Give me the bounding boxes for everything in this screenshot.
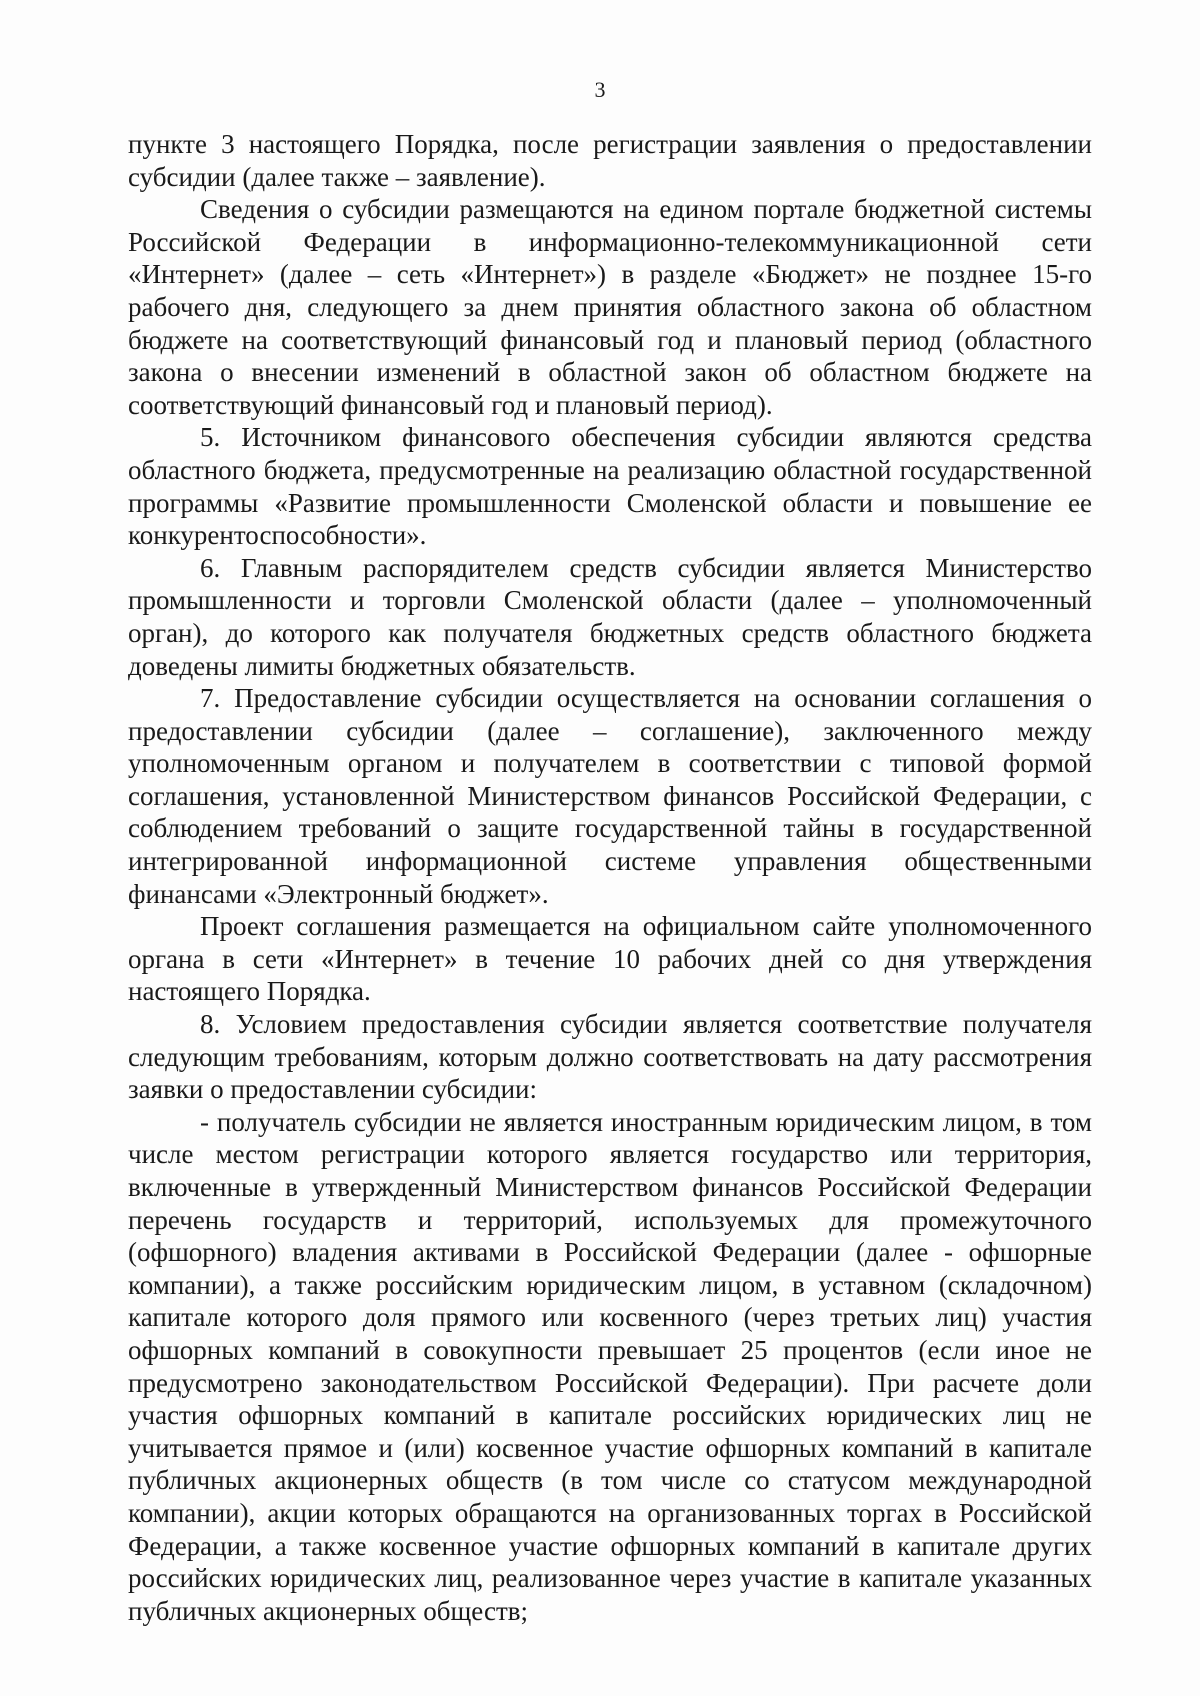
paragraph-item-6: 6. Главным распорядителем средств субсидии является Министерство промышленности и торговли Смоленской области (далее – уполномоченный орган), до которого как получателя бюджетных средств областного бюджета доведены лимиты бюджетных обязательств.: [128, 552, 1092, 681]
document-body: [128, 128, 1092, 1627]
page-number: 3: [594, 77, 606, 102]
paragraph-subsidy-info: Сведения о субсидии размещаются на едином портале бюджетной системы Российской Федерации в информационно-телекоммуникационной сети «Интернет» (далее – сеть «Интернет») в разделе «Бюджет» не позднее 15-го рабочего дня, следующего за днем принятия областного закона об областном бюджете на соответствующий финансовый год и плановый период (областного закона о внесении изменений в областной закон об областном бюджете на соответствующий финансовый год и плановый период).: [128, 194, 1092, 420]
paragraph-continuation: пункте 3 настоящего Порядка, после регистрации заявления о предоставлении субсидии (далее также – заявление).: [128, 129, 1092, 192]
paragraph-item-8: 8. Условием предоставления субсидии является соответствие получателя следующим требованиям, которым должно соответствовать на дату рассмотрения заявки о предоставлении субсидии:: [128, 1009, 1092, 1105]
paragraph-draft-agreement: Проект соглашения размещается на официальном сайте уполномоченного органа в сети «Интернет» в течение 10 рабочих дней со дня утверждения настоящего Порядка.: [128, 911, 1092, 1007]
paragraph-requirement-offshore: - получатель субсидии не является иностранным юридическим лицом, в том числе местом регистрации которого является государство или территория, включенные в утвержденный Министерством финансов Российской Федерации перечень государств и территорий, используемых для промежуточного (офшорного) владения активами в Российской Федерации (далее - офшорные компании), а также российским юридическим лицом, в уставном (складочном) капитале которого доля прямого или косвенного (через третьих лиц) участия офшорных компаний в совокупности превышает 25 процентов (если иное не предусмотрено законодательством Российской Федерации). При расчете доли участия офшорных компаний в капитале российских юридических лиц не учитывается прямое и (или) косвенное участие офшорных компаний в капитале публичных акционерных обществ (в том числе со статусом международной компании), акции которых обращаются на организованных торгах в Российской Федерации, а также косвенное участие офшорных компаний в капитале других российских юридических лиц, реализованное через участие в капитале указанных публичных акционерных обществ;: [128, 1106, 1092, 1626]
paragraph-item-7: 7. Предоставление субсидии осуществляется на основании соглашения о предоставлении субсидии (далее – соглашение), заключенного между уполномоченным органом и получателем в соответствии с типовой формой соглашения, установленной Министерством финансов Российской Федерации, с соблюдением требований о защите государственной тайны в государственной интегрированной информационной системе управления общественными финансами «Электронный бюджет».: [128, 683, 1092, 909]
paragraph-item-5: 5. Источником финансового обеспечения субсидии являются средства областного бюджета, предусмотренные на реализацию областной государственной программы «Развитие промышленности Смоленской области и повышение ее конкурентоспособности».: [128, 422, 1092, 551]
